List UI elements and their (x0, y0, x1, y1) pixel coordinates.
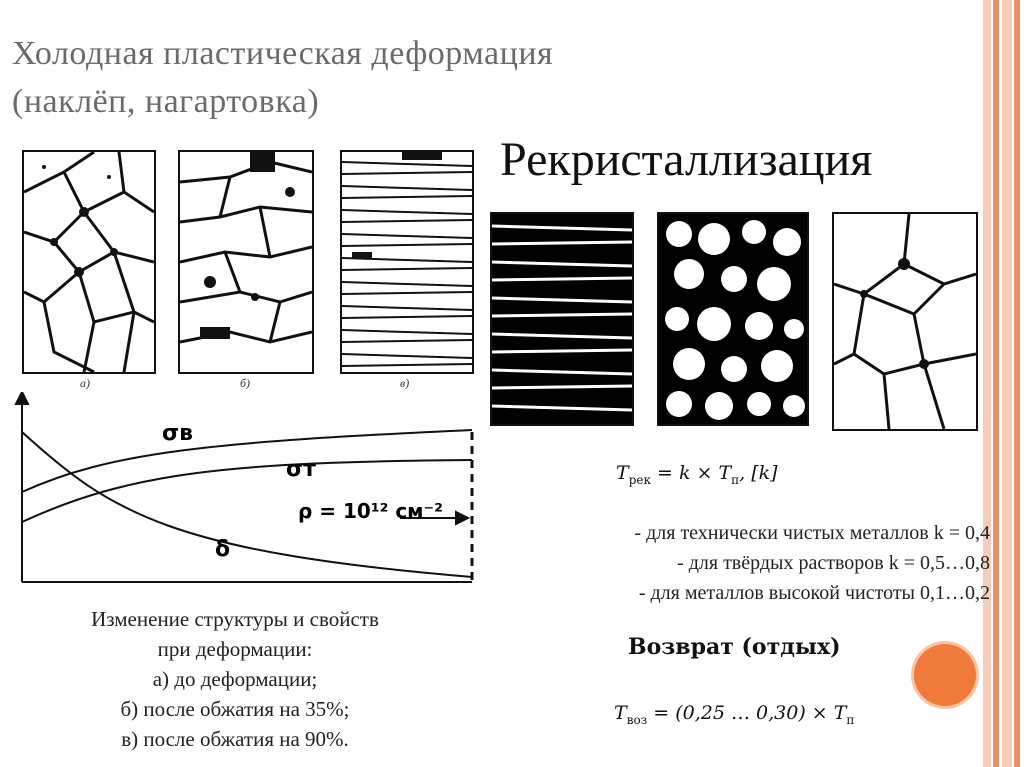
micrograph-recryst-3 (832, 212, 978, 431)
formula-voz-t: T (614, 702, 627, 724)
micrograph-before-deformation (22, 150, 156, 374)
micrograph-90-percent (340, 150, 474, 374)
formula-rek-rest: = k × T (650, 462, 732, 484)
delta-label: δ (215, 537, 231, 562)
caption-line-5: в) после обжатия на 90%. (121, 727, 349, 751)
caption-line-2: при деформации: (157, 637, 313, 661)
figure-caption (20, 604, 450, 754)
caption-line-3: а) до деформации; (152, 667, 318, 691)
rho-arrow-head (456, 512, 468, 524)
formula-rek-tail: , [k] (739, 462, 778, 484)
sigma-b-label: σв (162, 421, 194, 446)
title-line-2: (наклёп, нагартовка) (12, 83, 320, 120)
formula-voz-sub2: п (846, 712, 855, 727)
formula-voz-rest: = (0,25 … 0,30) × T (647, 702, 847, 724)
formula-rek-t: T (616, 462, 629, 484)
decorative-circle (914, 644, 976, 706)
edge-stripe-light-2 (1002, 0, 1012, 767)
recrystallization-heading: Рекристаллизация (500, 133, 873, 186)
y-axis-arrow (16, 392, 28, 404)
rho-label: ρ = 10¹² см⁻² (298, 499, 443, 523)
bullet-text-3: - для металлов высокой чистоты 0,1…0,2 (638, 582, 990, 604)
list-item (500, 548, 990, 578)
sigma-t-label: σт (286, 457, 316, 482)
edge-stripe-dark (993, 0, 999, 767)
list-item (500, 518, 990, 548)
micrograph-recryst-2 (657, 212, 809, 426)
caption-line-4: б) после обжатия на 35%; (120, 697, 350, 721)
panel-label-v: в) (400, 376, 410, 390)
bullet-text-1: - для технически чистых металлов k = 0,4 (634, 522, 990, 544)
panel-label-a: а) (80, 376, 90, 390)
bullet-text-2: - для твёрдых растворов k = 0,5…0,8 (677, 552, 990, 574)
title-line-1: Холодная пластическая деформация (12, 35, 554, 72)
formula-rek-sub2: п (731, 472, 740, 487)
properties-chart (10, 392, 480, 592)
caption-line-1: Изменение структуры и свойств (91, 607, 379, 631)
edge-stripe-light (983, 0, 991, 767)
edge-stripe-dark-2 (1014, 0, 1020, 767)
panel-label-b: б) (240, 376, 251, 390)
recovery-heading: Возврат (отдых) (628, 634, 841, 660)
micrograph-35-percent (178, 150, 314, 374)
slide-title (12, 30, 772, 126)
k-coefficient-list (500, 518, 990, 608)
micrograph-recryst-1 (490, 212, 634, 426)
list-item (500, 578, 990, 608)
formula-rek-sub: рек (628, 472, 651, 487)
formula-recovery (614, 702, 854, 727)
formula-voz-sub: воз (626, 712, 648, 727)
formula-recrystallization (616, 462, 778, 487)
